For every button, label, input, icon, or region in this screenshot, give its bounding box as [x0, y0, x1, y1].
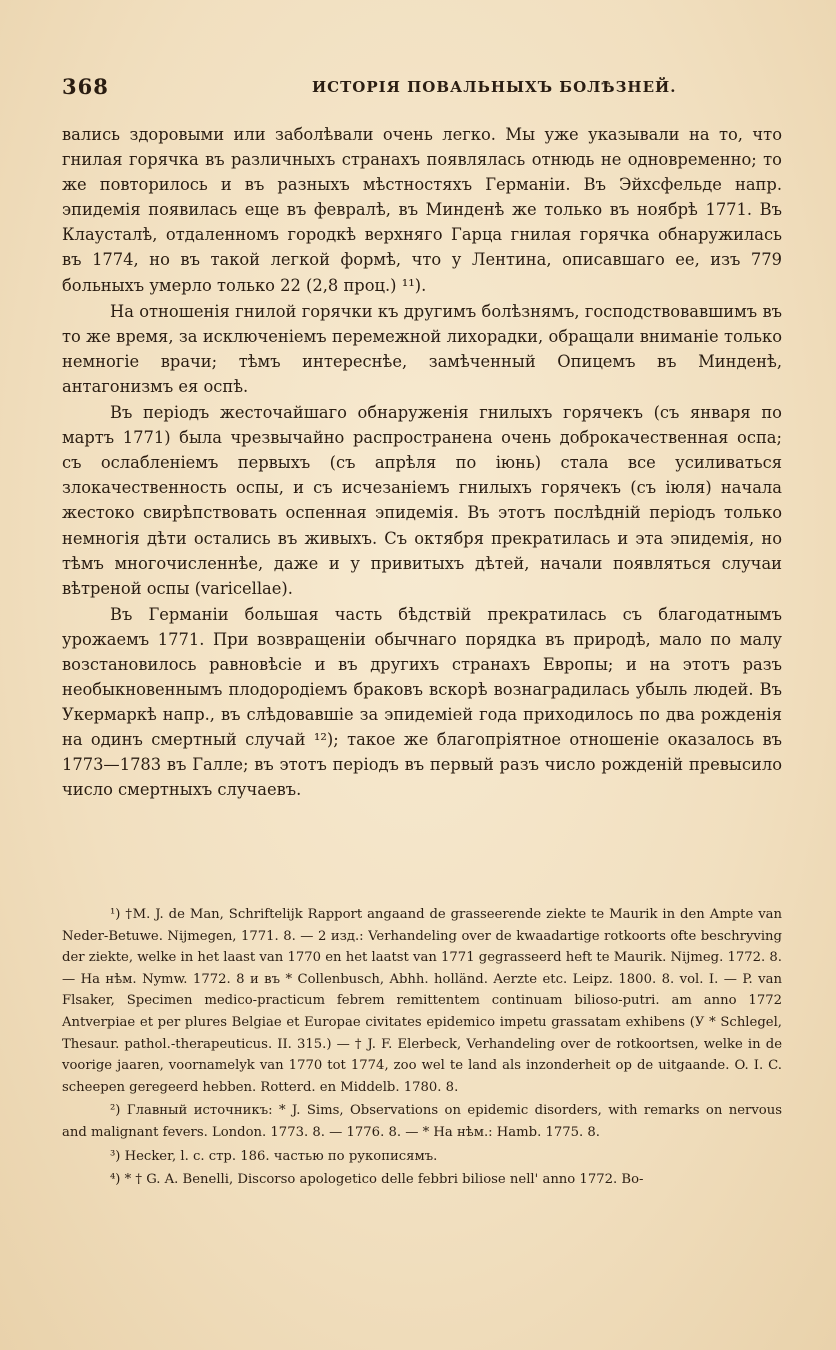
- footnote: ³) Hecker, l. c. стр. 186. частью по рукописямъ.: [110, 1148, 438, 1164]
- body-paragraph: Въ періодъ жесточайшаго обнаруженія гнилыхъ горячекъ (съ января по мартъ 1771) была чрезвычайно распространена очень доброкачественная оспа; съ ослабленіемъ первыхъ (съ апрѣля по іюнь) стала все усиливаться злокачественность оспы, и съ исчезаніемъ гнилыхъ горячекъ (съ іюля) начала жестоко свирѣпствовать оспенная эпидемія. Въ этотъ послѣдній періодъ только немногія дѣти остались въ живыхъ. Съ октября прекратилась и эта эпидемія, но тѣмъ многочисленнѣе, даже и у привитыхъ дѣтей, начали появляться случаи вѣтреной оспы (varicellae).: [62, 403, 782, 598]
- footnotes: [62, 904, 782, 1191]
- footnote: ²) Главный источникъ: * J. Sims, Observations on epidemic disorders, with remarks on nervous and malignant fevers. London. 1773. 8. — 1776. 8. — * На нѣм.: Hamb. 1775. 8.: [62, 1103, 782, 1140]
- footnote: ⁴) * † G. A. Benelli, Discorso apologetico delle febbri biliose nell' anno 1772. Bo-: [110, 1172, 644, 1188]
- footnote: ¹) †M. J. de Man, Schriftelijk Rapport angaand de grasseerende ziekte te Maurik in den Ampte van Neder-Betuwe. Nijmegen, 1771. 8. — 2 изд.: Verhandeling over de kwaadartige rotkoorts ofte beschryving der ziekte, welke in het laast van 1770 en het laatst van 1771 gegrasseerd heft te Maurik. Nijmeg. 1772. 8. — На нѣм. Nymw. 1772. 8 и въ * Collenbusch, Abhh. holländ. Aerzte etc. Leipz. 1800. 8. vol. I. — P. van Flsaker, Specimen medico-practicum febrem remittentem continuam bilioso-putri. am anno 1772 Antverpiae et per plures Belgiae et Europae civitates epidemico impetu grassatam exhibens (У * Schlegel, Thesaur. pathol.-therapeuticus. II. 315.) — † J. F. Elerbeck, Verhandeling over de rotkoortsen, welke in de voorige jaaren, voornamelyk van 1770 tot 1774, zoo wel te land als inzonderheit op de uitgaande. O. I. C. scheepen geregeerd hebben. Rotterd. en Middelb. 1780. 8.: [62, 907, 782, 1095]
- body-text: [62, 122, 782, 803]
- running-head: [62, 74, 776, 102]
- page-header-title: ИСТОРІЯ ПОВАЛЬНЫХЪ БОЛѢЗНЕЙ.: [312, 78, 677, 96]
- body-paragraph: Въ Германіи большая часть бѣдствій прекратилась съ благодатнымъ урожаемъ 1771. При возвращеніи обычнаго порядка въ природѣ, мало по малу возстановилось равновѣсіе и въ другихъ странахъ Европы; и на этотъ разъ необыкновеннымъ плодородіемъ браковъ вскорѣ вознаградилась убыль людей. Въ Укермаркѣ напр., въ слѣдовавшіе за эпидеміей года приходилось по два рожденія на одинъ смертный случай ¹²); такое же благопріятное отношеніе оказалось въ 1773—1783 въ Галле; въ этотъ періодъ въ первый разъ число рожденій превысило число смертныхъ случаевъ.: [62, 604, 782, 800]
- body-paragraph: вались здоровыми или заболѣвали очень легко. Мы уже указывали на то, что гнилая горячка въ различныхъ странахъ появлялась отнюдь не одновременно; то же повторилось и въ разныхъ мѣстностяхъ Германіи. Въ Эйхсфельде напр. эпидемія появилась еще въ февралѣ, въ Минденѣ же только въ ноябрѣ 1771. Въ Клаусталѣ, отдаленномъ городкѣ верхняго Гарца гнилая горячка обнаружилась въ 1774, но въ такой легкой формѣ, что у Лентина, описавшаго ее, изъ 779 больныхъ умерло только 22 (2,8 проц.) ¹¹).: [62, 125, 782, 295]
- body-paragraph: На отношенія гнилой горячки къ другимъ болѣзнямъ, господствовавшимъ въ то же время, за исключеніемъ перемежной лихорадки, обращали вниманіе только немногіе врачи; тѣмъ интереснѣе, замѣченный Опицемъ въ Минденѣ, антагонизмъ ея оспѣ.: [62, 301, 782, 396]
- page-number: 368: [62, 74, 109, 99]
